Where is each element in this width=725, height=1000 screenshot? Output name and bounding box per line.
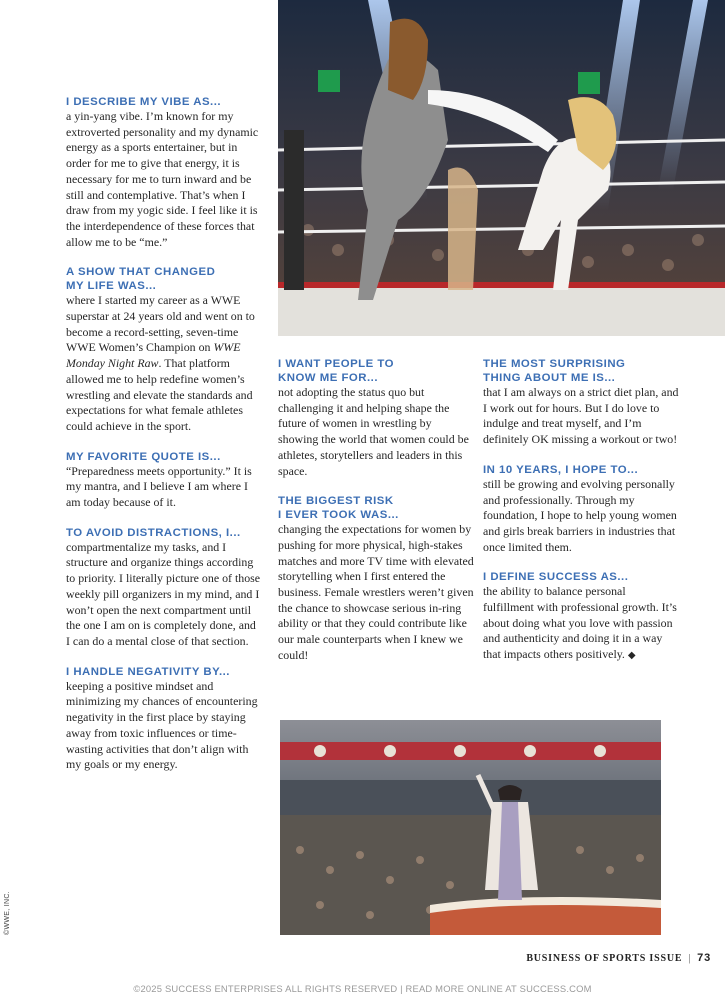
section-heading: I HANDLE NEGATIVITY BY... xyxy=(66,665,230,678)
show-title: WWE Monday Night Raw xyxy=(66,340,241,371)
section-heading: I WANT PEOPLE TO KNOW ME FOR... xyxy=(278,358,395,384)
section-body xyxy=(66,293,262,434)
section-surprising xyxy=(483,357,679,448)
section-body-part: the ability to balance personal fulfillment with professional growth. It’s about doing what you love with passion and authenticity and doing it in a way that impacts others positively. xyxy=(483,584,677,662)
section-heading: MY FAVORITE QUOTE IS... xyxy=(66,450,221,463)
section-body: a yin-yang vibe. I’m known for my extroverted personality and my dynamic energy as a sports entertainer, but in order for me to give that energy, it is necessary for me to turn inward and be still and contemplative. That’s when I draw from my yogic side. I feel like it is the interdependence of these forces that allow me to be “me.” xyxy=(66,109,259,249)
page-number: 73 xyxy=(697,952,711,964)
section-body: changing the expectations for women by pushing for more physical, high-stakes matches and more TV time with elevated storytelling when I first entered the business. Female wrestlers weren’t given the chance to showcase serious in-ring ability or that they could contribute like our male counterparts when I knew we could! xyxy=(278,522,474,662)
section-vibe xyxy=(66,95,262,250)
section-heading: I DEFINE SUCCESS AS... xyxy=(483,571,629,584)
section-heading: I DESCRIBE MY VIBE AS... xyxy=(66,96,222,108)
section-body: “Preparedness meets opportunity.” It is my mantra, and I believe I am where I am today because of it. xyxy=(66,463,252,510)
section-body: keeping a positive mindset and minimizing my chances of encountering negativity in the first place by staying away from toxic influences or time-wasting activities that don’t align with my goals or my energy. xyxy=(66,678,258,772)
section-body: that I am always on a strict diet plan, and I work out for hours. But I do love to indulge and treat myself, and I’m definitely OK missing a workout or two! xyxy=(483,385,679,447)
section-body: not adopting the status quo but challenging it and helping shape the future of women in wrestling by showing the world that women could be athletes, storytellers and leaders in this space. xyxy=(278,385,469,478)
end-mark-icon: ◆ xyxy=(627,650,636,662)
issue-label xyxy=(526,952,711,964)
footer-copyright: ©2025 SUCCESS ENTERPRISES ALL RIGHTS RESERVED | READ MORE ONLINE AT SUCCESS.COM xyxy=(133,983,592,994)
middle-column xyxy=(278,357,474,679)
section-body-part: . That platform allowed me to help redefine women’s wrestling and elevate the standards and expectations for what female athletes could achieve in the sport. xyxy=(66,356,253,433)
left-column xyxy=(66,95,262,788)
stadium-stage-photo xyxy=(280,720,661,935)
issue-separator: | xyxy=(688,952,692,964)
section-heading: THE BIGGEST RISK I EVER TOOK WAS... xyxy=(278,495,399,522)
section-negativity xyxy=(66,665,262,773)
issue-name: BUSINESS OF SPORTS ISSUE xyxy=(526,952,683,964)
section-body: still be growing and evolving personally and professionally. Through my foundation, I hope to help young women and girls break barriers in industries that once limited them. xyxy=(483,476,677,554)
section-risk xyxy=(278,494,474,663)
wrestling-match-photo xyxy=(278,0,725,336)
section-body-part: where I started my career as a WWE superstar at 24 years old and went on to become a record-setting, seven-time WWE Women’s Champion on xyxy=(66,293,255,355)
section-show xyxy=(66,265,262,434)
section-heading: IN 10 YEARS, I HOPE TO... xyxy=(483,463,639,476)
section-ten-years xyxy=(483,463,679,556)
section-known-for xyxy=(278,357,474,479)
section-success xyxy=(483,570,679,664)
right-column xyxy=(483,357,679,679)
section-body xyxy=(483,584,679,664)
photo-credit: ©WWE, INC. xyxy=(4,891,11,935)
section-quote xyxy=(66,450,262,511)
section-body: compartmentalize my tasks, and I structure and organize things according to priority. I literally picture one of those weekly pill organizers in my mind, and I won’t open the next compartment until the one I am on is completely done, and I can do a mental close of that section. xyxy=(66,539,261,648)
section-heading: TO AVOID DISTRACTIONS, I... xyxy=(66,526,241,539)
section-heading: THE MOST SURPRISING THING ABOUT ME IS... xyxy=(483,358,626,384)
section-distractions xyxy=(66,526,262,650)
section-heading: A SHOW THAT CHANGED MY LIFE WAS... xyxy=(66,266,216,293)
